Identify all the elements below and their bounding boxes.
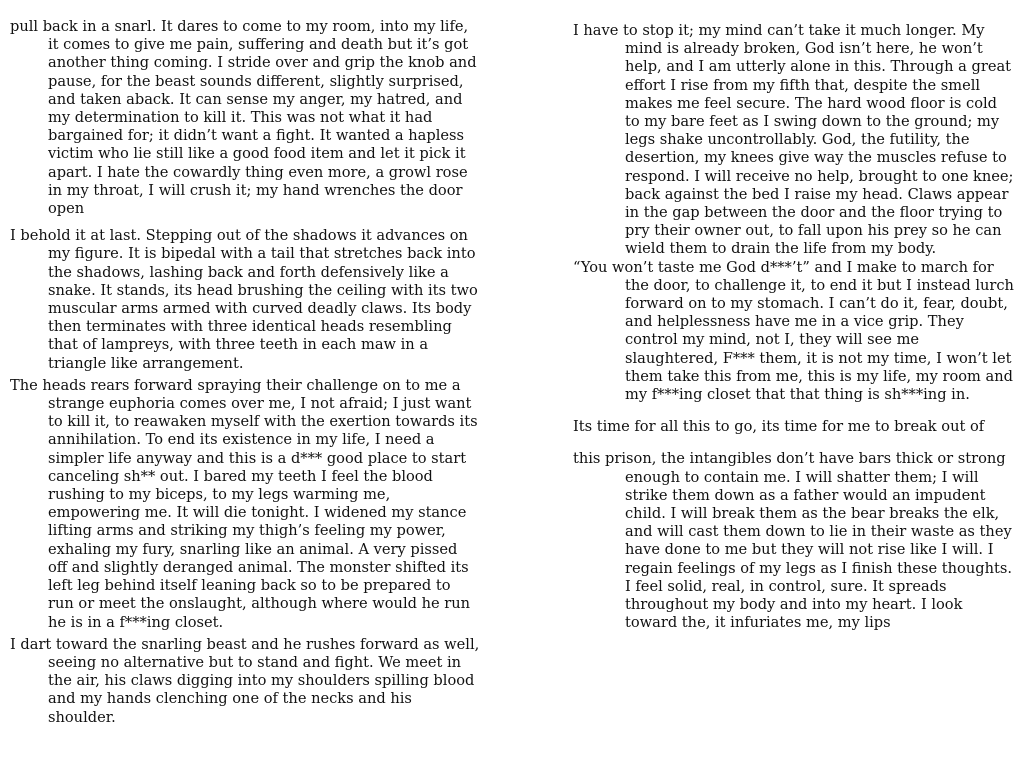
body-paragraph-continued: this prison, the intangibles don’t have bars thick or strong enough to contain me. I will shatter them; I will strike them down as a father would an impudent child. I will break them as the bear breaks the elk, and will cast them down to lie in their waste as they have done to me but they will not rise like I will. I regain feelings of my legs as I finish these thoughts. I feel solid, real, in control, sure. It spreads throughout my body and into my heart. I look toward the, it infuriates me, my lips xyxy=(573,450,1012,632)
left-text-column xyxy=(10,18,480,727)
body-paragraph: I behold it at last. Stepping out of the shadows it advances on my figure. It is bipedal with a tail that stretches back into the shadows, lashing back and forth defensively like a snake. It stands, its head brushing the ceiling with its two muscular arms armed with curved deadly claws. Its body then terminates with three identical heads resembling that of lampreys, with three teeth in each maw in a triangle like arrangement. xyxy=(10,227,478,372)
body-paragraph: Its time for all this to go, its time for me to break out of xyxy=(573,418,985,436)
body-paragraph: “You won’t taste me God d***’t” and I make to march for the door, to challenge it, to end it but I instead lurch forward on to my stomach. I can’t do it, fear, doubt, and helplessness have me in a vice grip. They control my mind, not I, they will see me slaughtered, F*** them, it is not my time, I won’t let them take this from me, this is my life, my room and my f***ing closet that that thing is sh***ing in. xyxy=(573,258,1014,404)
body-paragraph: pull back in a snarl. It dares to come to my room, into my life, it comes to give me pain, suffering and death but it’s got another thing coming. I stride over and grip the knob and pause, for the beast sounds different, slightly surprised, and taken aback. It can sense my anger, my hatred, and my determination to kill it. This was not what it had bargained for; it didn’t want a fight. It wanted a hapless victim who lie still like a good food item and let it pick it apart. I hate the cowardly thing even more, a growl rose in my throat, I will crush it; my hand wrenches the door open xyxy=(10,18,477,218)
body-paragraph: I have to stop it; my mind can’t take it much longer. My mind is already broken, God isn’t here, he won’t help, and I am utterly alone in this. Through a great effort I rise from my fifth that, despite the smell makes me feel secure. The hard wood floor is cold to my bare feet as I swing down to the ground; my legs shake uncontrollably. God, the futility, the desertion, my knees give way the muscles refuse to respond. I will receive no help, brought to one knee; back against the bed I raise my head. Claws appear in the gap between the door and the floor trying to pry their owner out, to fall upon his prey so he can wield them to drain the life from my body. xyxy=(573,22,1014,258)
body-paragraph: The heads rears forward spraying their challenge on to me a strange euphoria comes over me, I not afraid; I just want to kill it, to reawaken myself with the exertion towards its annihilation. To end its existence in my life, I need a simpler life anyway and this is a d*** good place to start canceling sh** out. I bared my teeth I feel the blood rushing to my biceps, to my legs warming me, empowering me. It will die tonight. I widened my stance lifting arms and striking my thigh’s feeling my power, exhaling my fury, snarling like an animal. A very pissed off and slightly deranged animal. The monster shifted its left leg behind itself leaning back so to be prepared to run or meet the onslaught, although where would he run he is in a f***ing closet. xyxy=(10,376,478,631)
right-text-column xyxy=(573,22,1016,633)
body-paragraph: I dart toward the snarling beast and he rushes forward as well, seeing no alternative but to stand and fight. We meet in the air, his claws digging into my shoulders spilling blood and my hands clenching one of the necks and his shoulder. xyxy=(10,635,480,726)
